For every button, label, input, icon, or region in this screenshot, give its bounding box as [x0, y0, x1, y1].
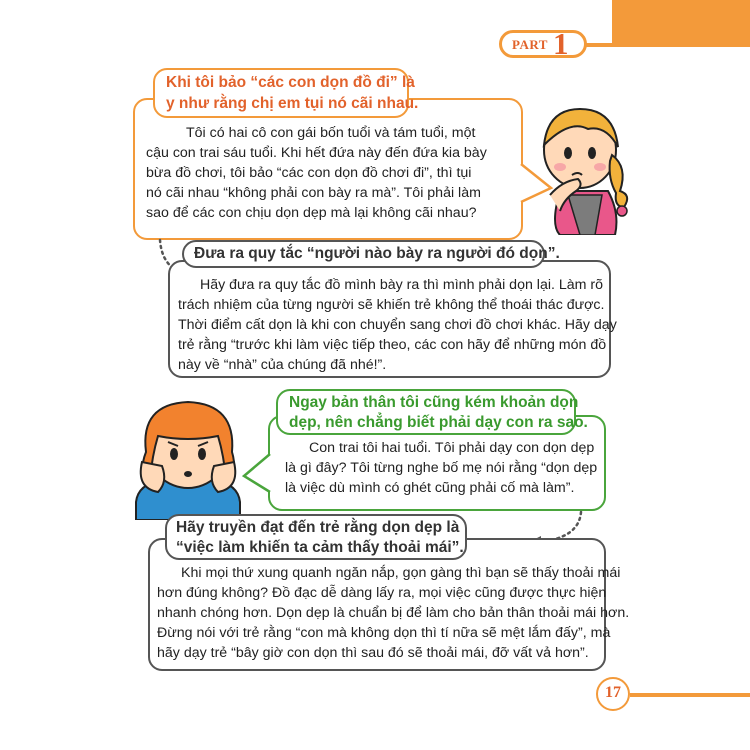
- body-line: Con trai tôi hai tuổi. Tôi phải dạy con dọn dẹp: [309, 440, 595, 456]
- header-orange-block: [612, 0, 750, 43]
- question2-bubble-tail: [240, 452, 274, 498]
- body-line: hãy dạy trẻ “bây giờ con dọn thì sau đó sẽ thoải mái, đỡ vất vả hơn”.: [157, 645, 589, 661]
- body-line: là việc dù mình có ghét cũng phải cố mà làm”.: [285, 480, 575, 496]
- worried-boy-illustration: [118, 392, 256, 520]
- body-line: hơn đúng không? Đồ đạc dễ dàng lấy ra, mọi việc cũng được thực hiện: [157, 585, 607, 601]
- answer2-title-line: “việc làm khiến ta cảm thấy thoải mái”.: [176, 539, 464, 556]
- body-line: trách nhiệm của từng người sẽ khiến trẻ không thể thoái thác được.: [178, 297, 605, 313]
- part-number: 1: [553, 26, 569, 61]
- body-line: Hãy đưa ra quy tắc đồ mình bày ra thì mình phải dọn lại. Làm rõ: [200, 277, 604, 293]
- footer-rule: [630, 693, 750, 697]
- body-line: cậu con trai sáu tuổi. Khi hết đứa này đến đứa kia bày: [146, 145, 487, 161]
- body-line: Thời điểm cất dọn là khi con chuyển sang chơi đồ chơi khác. Hãy dạy: [178, 317, 617, 333]
- answer1-title: Đưa ra quy tắc “người nào bày ra người đó dọn”.: [194, 245, 560, 262]
- part-label: PART: [512, 37, 548, 52]
- header-rule: [584, 43, 750, 47]
- body-line: Tôi có hai cô con gái bốn tuổi và tám tuổi, một: [186, 125, 476, 141]
- question2-title-line: dẹp, nên chẳng biết phải dạy con ra sao.: [289, 414, 588, 431]
- question2-title-line: Ngay bản thân tôi cũng kém khoản dọn: [289, 394, 579, 411]
- question1-title-line: y như rằng chị em tụi nó cãi nhau.: [166, 95, 419, 112]
- body-line: sao để các con chịu dọn dẹp mà lại không cãi nhau?: [146, 205, 477, 221]
- body-line: nó cãi nhau “không phải con bày ra mà”. Tôi phải làm: [146, 185, 481, 201]
- body-line: trẻ rằng “trước khi làm việc tiếp theo, các con hãy để những món đồ: [178, 337, 607, 353]
- answer2-title-line: Hãy truyền đạt đến trẻ rằng dọn dẹp là: [176, 519, 460, 536]
- body-line: này về “nhà” của chúng đã nhé!”.: [178, 357, 387, 373]
- body-line: Đừng nói với trẻ rằng “con mà không dọn thì tí nữa sẽ mệt lắm đấy”, mà: [157, 625, 611, 641]
- body-line: nhanh chóng hơn. Dọn dẹp là chuẩn bị để làm cho bản thân thoải mái hơn.: [157, 605, 630, 621]
- question1-title-line: Khi tôi bảo “các con dọn đồ đi” là: [166, 74, 415, 91]
- body-line: là gì đây? Tôi từng nghe bố mẹ nói rằng “dọn dẹp: [285, 460, 598, 476]
- page-number: 17: [605, 684, 621, 701]
- thinking-girl-illustration: [520, 95, 635, 235]
- body-line: Khi mọi thứ xung quanh ngăn nắp, gọn gàng thì bạn sẽ thấy thoải mái: [181, 565, 621, 581]
- body-line: bừa đồ chơi, tôi bảo “các con dọn đồ chơi đi”, thì tụi: [146, 165, 472, 181]
